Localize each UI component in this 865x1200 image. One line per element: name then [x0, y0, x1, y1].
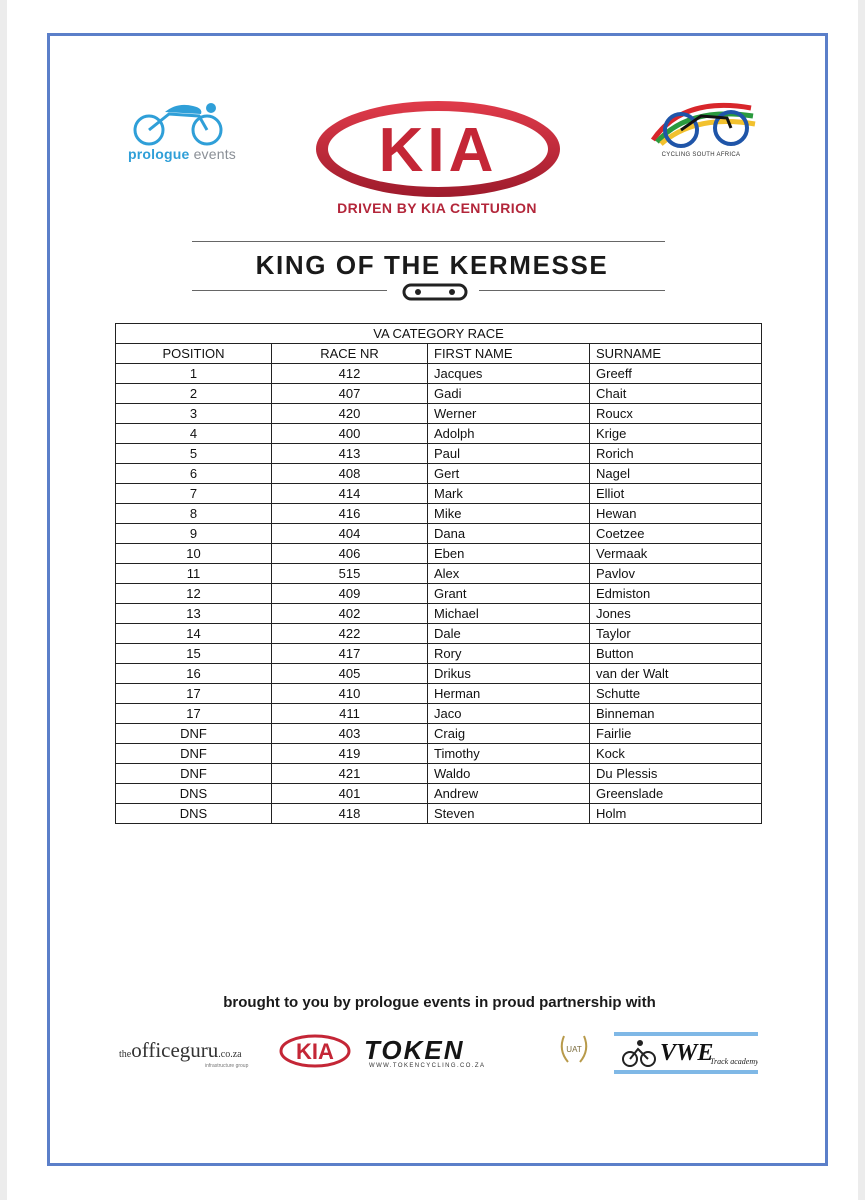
cell-race-nr: 401 — [272, 784, 428, 804]
cell-first-name: Herman — [428, 684, 590, 704]
partnership-statement: brought to you by prologue events in proud partnership with — [223, 994, 656, 1011]
uat-text: UAT — [566, 1045, 582, 1054]
table-row — [116, 524, 762, 544]
cell-position: 17 — [116, 704, 272, 724]
cell-surname: Chait — [590, 384, 762, 404]
cell-first-name: Timothy — [428, 744, 590, 764]
vwe-subtitle: Track academy — [710, 1057, 758, 1066]
table-row — [116, 584, 762, 604]
cell-surname: Elliot — [590, 484, 762, 504]
kia-logo — [312, 98, 564, 200]
cell-surname: Edmiston — [590, 584, 762, 604]
officeguru-prefix: the — [119, 1049, 132, 1060]
cell-surname: Coetzee — [590, 524, 762, 544]
cell-position: 3 — [116, 404, 272, 424]
cell-race-nr: 419 — [272, 744, 428, 764]
cell-surname: Greeff — [590, 364, 762, 384]
prologue-events-logo — [107, 100, 257, 170]
cell-race-nr: 405 — [272, 664, 428, 684]
cell-race-nr: 404 — [272, 524, 428, 544]
header-position: POSITION — [116, 344, 272, 364]
cell-surname: Nagel — [590, 464, 762, 484]
cell-first-name: Alex — [428, 564, 590, 584]
table-row — [116, 424, 762, 444]
cell-first-name: Waldo — [428, 764, 590, 784]
cell-race-nr: 515 — [272, 564, 428, 584]
cell-position: 17 — [116, 684, 272, 704]
cell-surname: Rorich — [590, 444, 762, 464]
officeguru-subtitle: infrastructure group — [205, 1063, 249, 1069]
table-row — [116, 704, 762, 724]
table-row — [116, 624, 762, 644]
cell-first-name: Mark — [428, 484, 590, 504]
table-row — [116, 404, 762, 424]
cell-position: 9 — [116, 524, 272, 544]
uat-laurel-logo — [556, 1030, 592, 1070]
cell-surname: Taylor — [590, 624, 762, 644]
kia-sponsor-logo — [279, 1034, 351, 1068]
cell-first-name: Steven — [428, 804, 590, 824]
kia-tagline: DRIVEN BY KIA CENTURION — [337, 200, 537, 216]
header-race-nr: RACE NR — [272, 344, 428, 364]
table-row — [116, 764, 762, 784]
cell-first-name: Adolph — [428, 424, 590, 444]
cell-position: 13 — [116, 604, 272, 624]
cell-race-nr: 409 — [272, 584, 428, 604]
cell-position: DNS — [116, 804, 272, 824]
cycling-sa-wordmark: CYCLING SOUTH AFRICA — [661, 152, 741, 158]
cell-first-name: Dale — [428, 624, 590, 644]
document-page — [7, 0, 858, 1200]
cell-position: 7 — [116, 484, 272, 504]
cell-position: 11 — [116, 564, 272, 584]
cell-first-name: Werner — [428, 404, 590, 424]
cell-race-nr: 402 — [272, 604, 428, 624]
cell-position: 1 — [116, 364, 272, 384]
cell-race-nr: 410 — [272, 684, 428, 704]
cell-position: DNF — [116, 724, 272, 744]
chain-link-icon — [402, 282, 468, 302]
table-row — [116, 684, 762, 704]
cell-first-name: Eben — [428, 544, 590, 564]
table-row — [116, 644, 762, 664]
table-body — [116, 364, 762, 824]
header-first-name: FIRST NAME — [428, 344, 590, 364]
cell-position: 15 — [116, 644, 272, 664]
cell-position: 6 — [116, 464, 272, 484]
table-caption: VA CATEGORY RACE — [116, 324, 762, 344]
cell-surname: Button — [590, 644, 762, 664]
cell-race-nr: 400 — [272, 424, 428, 444]
officeguru-word: officeguru — [131, 1038, 219, 1062]
cell-first-name: Gadi — [428, 384, 590, 404]
cell-first-name: Craig — [428, 724, 590, 744]
cell-first-name: Jaco — [428, 704, 590, 724]
cell-surname: Vermaak — [590, 544, 762, 564]
cell-position: 16 — [116, 664, 272, 684]
cell-first-name: Andrew — [428, 784, 590, 804]
header-surname: SURNAME — [590, 344, 762, 364]
cell-race-nr: 414 — [272, 484, 428, 504]
results-table — [115, 323, 762, 824]
table-caption-row — [116, 324, 762, 344]
cell-surname: Hewan — [590, 504, 762, 524]
cell-race-nr: 412 — [272, 364, 428, 384]
events-word: events — [193, 146, 237, 162]
title-bottom-rule-left — [192, 290, 387, 291]
cell-race-nr: 420 — [272, 404, 428, 424]
cell-position: DNF — [116, 744, 272, 764]
cell-first-name: Jacques — [428, 364, 590, 384]
table-row — [116, 484, 762, 504]
cell-surname: Greenslade — [590, 784, 762, 804]
table-row — [116, 744, 762, 764]
cell-position: 4 — [116, 424, 272, 444]
cell-surname: Jones — [590, 604, 762, 624]
cell-position: DNF — [116, 764, 272, 784]
table-row — [116, 784, 762, 804]
cell-first-name: Rory — [428, 644, 590, 664]
cell-position: 12 — [116, 584, 272, 604]
cell-first-name: Paul — [428, 444, 590, 464]
kia-sponsor-text: KIA — [296, 1039, 334, 1064]
officeguru-logo — [119, 1038, 242, 1063]
cell-race-nr: 416 — [272, 504, 428, 524]
cell-surname: van der Walt — [590, 664, 762, 684]
cell-race-nr: 408 — [272, 464, 428, 484]
table-header-row — [116, 344, 762, 364]
cycling-south-africa-logo — [643, 100, 759, 164]
cell-race-nr: 417 — [272, 644, 428, 664]
cell-race-nr: 418 — [272, 804, 428, 824]
table-row — [116, 384, 762, 404]
cell-race-nr: 421 — [272, 764, 428, 784]
cell-surname: Roucx — [590, 404, 762, 424]
cell-surname: Pavlov — [590, 564, 762, 584]
table-row — [116, 604, 762, 624]
kia-logo-text: KIA — [378, 116, 498, 185]
cell-first-name: Michael — [428, 604, 590, 624]
prologue-word: prologue — [127, 146, 190, 162]
cyclist-icon — [107, 100, 257, 148]
cell-position: 5 — [116, 444, 272, 464]
cell-first-name: Mike — [428, 504, 590, 524]
page-title: KING OF THE KERMESSE — [255, 250, 609, 280]
cell-surname: Kock — [590, 744, 762, 764]
cell-surname: Krige — [590, 424, 762, 444]
table-row — [116, 464, 762, 484]
table-row — [116, 564, 762, 584]
table-row — [116, 364, 762, 384]
cell-first-name: Dana — [428, 524, 590, 544]
kia-oval-icon — [312, 98, 564, 200]
cell-surname: Binneman — [590, 704, 762, 724]
table-row — [116, 724, 762, 744]
token-logo: TOKEN — [364, 1035, 465, 1065]
cell-race-nr: 422 — [272, 624, 428, 644]
cell-race-nr: 403 — [272, 724, 428, 744]
cell-position: DNS — [116, 784, 272, 804]
table-row — [116, 544, 762, 564]
cell-first-name: Drikus — [428, 664, 590, 684]
cell-position: 2 — [116, 384, 272, 404]
vwe-text: VWE — [660, 1040, 714, 1066]
table-row — [116, 804, 762, 824]
cell-surname: Fairlie — [590, 724, 762, 744]
cell-position: 14 — [116, 624, 272, 644]
cell-surname: Holm — [590, 804, 762, 824]
table-row — [116, 664, 762, 684]
cell-race-nr: 411 — [272, 704, 428, 724]
title-bottom-rule-right — [479, 290, 665, 291]
cell-first-name: Gert — [428, 464, 590, 484]
cell-race-nr: 407 — [272, 384, 428, 404]
cycling-rings-icon — [643, 100, 759, 152]
token-url: WWW.TOKENCYCLING.CO.ZA — [369, 1063, 486, 1069]
prologue-events-wordmark — [107, 146, 257, 162]
cell-race-nr: 413 — [272, 444, 428, 464]
table-row — [116, 444, 762, 464]
cell-surname: Schutte — [590, 684, 762, 704]
cell-position: 10 — [116, 544, 272, 564]
title-top-rule — [192, 241, 665, 242]
cell-surname: Du Plessis — [590, 764, 762, 784]
cell-position: 8 — [116, 504, 272, 524]
cell-race-nr: 406 — [272, 544, 428, 564]
sponsor-logos — [119, 1030, 764, 1080]
officeguru-suffix: .co.za — [218, 1049, 242, 1060]
table-row — [116, 504, 762, 524]
vwe-track-academy-logo — [614, 1032, 758, 1074]
cell-first-name: Grant — [428, 584, 590, 604]
